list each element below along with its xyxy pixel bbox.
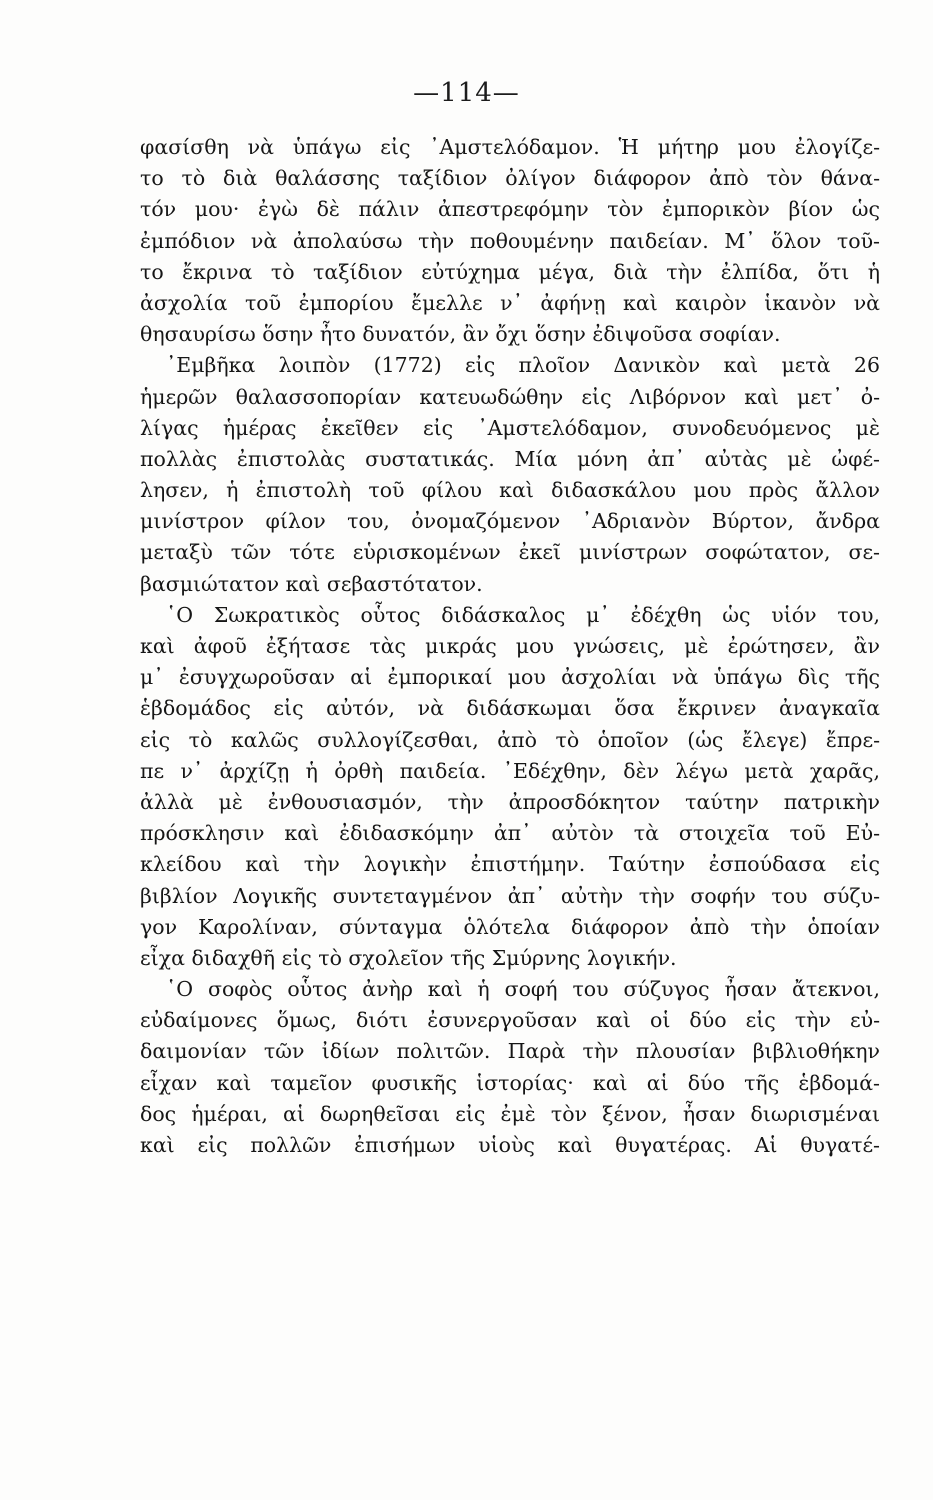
text-line: ἡμερῶν θαλασσοπορίαν κατευωδώθην εἰς Λιβόρνον καὶ μετ᾿ ὀ- [140, 384, 880, 409]
text-line: ῾Ο Σωκρατικὸς οὗτος διδάσκαλος μ᾿ ἐδέχθη ὡς υἱόν του, [166, 602, 880, 627]
text-line: μεταξὺ τῶν τότε εὑρισκομένων ἐκεῖ μινίστρων σοφώτατον, σε- [140, 540, 880, 565]
text-line: καὶ εἰς πολλῶν ἐπισήμων υἱοὺς καὶ θυγατέρας. Αἱ θυγατέ- [140, 1133, 880, 1157]
body-text [140, 132, 880, 1161]
text-line: βασμιώτατον καὶ σεβαστότατον. [140, 571, 483, 596]
text-line: τόν μου· ἐγὼ δὲ πάλιν ἀπεστρεφόμην τὸν ἐμπορικὸν βίον ὡς [140, 197, 880, 222]
text-line: ἀσχολία τοῦ ἐμπορίου ἔμελλε ν᾿ ἀφήνῃ καὶ καιρὸν ἱκανὸν νὰ [140, 290, 880, 315]
text-line: πε ν᾿ ἀρχίζῃ ἡ ὀρθὴ παιδεία. ᾿Εδέχθην, δὲν λέγω μετὰ χαρᾶς, [140, 758, 880, 783]
text-line: πρόσκλησιν καὶ ἐδιδασκόμην ἀπ᾿ αὐτὸν τὰ στοιχεῖα τοῦ Εὐ- [140, 821, 880, 846]
text-line: το τὸ διὰ θαλάσσης ταξίδιον ὀλίγον διάφορον ἀπὸ τὸν θάνα- [140, 166, 880, 191]
text-line: ἀλλὰ μὲ ἐνθουσιασμόν, τὴν ἀπροσδόκητον ταύτην πατρικὴν [140, 789, 880, 814]
text-line: ἐμπόδιον νὰ ἀπολαύσω τὴν ποθουμένην παιδείαν. Μ᾿ ὅλον τοῦ- [140, 228, 880, 253]
text-line: λίγας ἡμέρας ἐκεῖθεν εἰς ᾿Αμστελόδαμον, συνοδευόμενος μὲ [140, 415, 880, 440]
text-line: ᾿Εμβῆκα λοιπὸν (1772) εἰς πλοῖον Δανικὸν καὶ μετὰ 26 [166, 353, 880, 378]
text-line: πολλὰς ἐπιστολὰς συστατικάς. Μία μόνη ἀπ᾿ αὐτὰς μὲ ὠφέ- [140, 446, 880, 471]
text-line: λησεν, ἡ ἐπιστολὴ τοῦ φίλου καὶ διδασκάλου μου πρὸς ἄλλον [140, 478, 880, 503]
text-line: ῾Ο σοφὸς οὗτος ἀνὴρ καὶ ἡ σοφή του σύζυγος ἦσαν ἄτεκνοι, [166, 977, 880, 1002]
text-line: βιβλίον Λογικῆς συντεταγμένον ἀπ᾿ αὐτὴν τὴν σοφήν του σύζυ- [140, 883, 880, 908]
text-line: δος ἡμέραι, αἱ δωρηθεῖσαι εἰς ἐμὲ τὸν ξένον, ἦσαν διωρισμέναι [140, 1101, 880, 1126]
text-line: φασίσθη νὰ ὑπάγω εἰς ᾿Αμστελόδαμον. Ἡ μήτηρ μου ἐλογίζε- [140, 135, 880, 159]
text-line: εἶχαν καὶ ταμεῖον φυσικῆς ἱστορίας· καὶ αἱ δύο τῆς ἑβδομά- [140, 1070, 880, 1095]
text-line: καὶ ἀφοῦ ἐξήτασε τὰς μικράς μου γνώσεις, μὲ ἐρώτησεν, ἂν [140, 634, 880, 658]
text-line: δαιμονίαν τῶν ἰδίων πολιτῶν. Παρὰ τὴν πλουσίαν βιβλιοθήκην [140, 1039, 880, 1064]
text-line: εἶχα διδαχθῆ εἰς τὸ σχολεῖον τῆς Σμύρνης λογικήν. [140, 945, 677, 970]
text-line: εὐδαίμονες ὅμως, διότι ἐσυνεργοῦσαν καὶ οἱ δύο εἰς τὴν εὐ- [140, 1008, 880, 1033]
text-line: μινίστρον φίλον του, ὀνομαζόμενον ᾿Αδριανὸν Βύρτον, ἄνδρα [140, 509, 880, 534]
text-line: κλείδου καὶ τὴν λογικὴν ἐπιστήμην. Ταύτην ἐσπούδασα εἰς [140, 852, 880, 877]
text-line: θησαυρίσω ὅσην ἦτο δυνατόν, ἂν ὄχι ὅσην ἐδιψοῦσα σοφίαν. [140, 322, 781, 347]
text-line: γον Καρολίναν, σύνταγμα ὁλότελα διάφορον ἀπὸ τὴν ὁποίαν [140, 914, 880, 939]
page-number: —114— [413, 78, 520, 108]
text-line: εἰς τὸ καλῶς συλλογίζεσθαι, ἀπὸ τὸ ὁποῖον (ὡς ἔλεγε) ἔπρε- [140, 727, 880, 752]
text-line: ἑβδομάδος εἰς αὐτόν, νὰ διδάσκωμαι ὅσα ἔκρινεν ἀναγκαῖα [140, 696, 880, 721]
text-line: μ᾿ ἐσυγχωροῦσαν αἱ ἐμπορικαί μου ἀσχολίαι νὰ ὑπάγω δὶς τῆς [140, 665, 880, 690]
text-line: το ἔκρινα τὸ ταξίδιον εὐτύχημα μέγα, διὰ τὴν ἐλπίδα, ὅτι ἡ [140, 259, 880, 284]
